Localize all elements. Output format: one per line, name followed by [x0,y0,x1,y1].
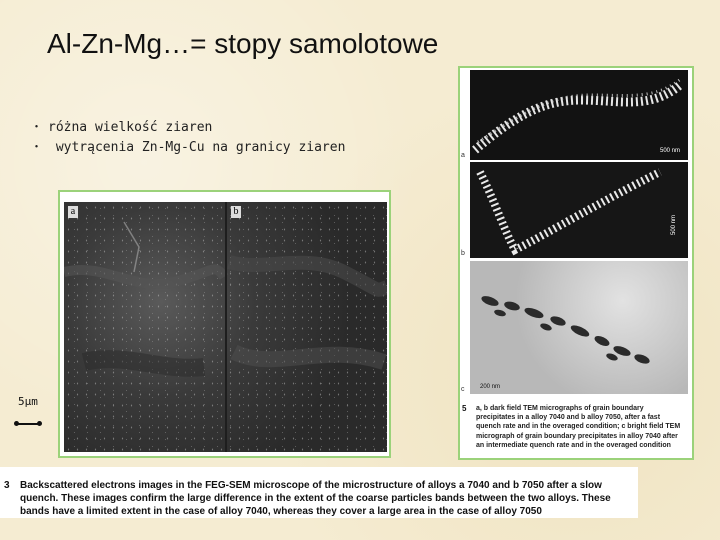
bullet-text: wytrącenia Zn-Mg-Cu na granicy ziaren [48,140,346,155]
tem-caption: a, b dark field TEM micrographs of grain boundary precipitates in a alloy 7040 and b alloy 7050, after a fast quench rate and in the overaged condition; c bright field TEM micrograph of grain boundary precipitates in alloy 7040 after an intermediate quench rate and in the overaged condition [476,405,681,449]
slide-title: Al-Zn-Mg…= stopy samolotowe [47,28,439,59]
sem-caption: Backscattered electrons images in the FEG-SEM microscope of the microstructure of alloys a 7040 and b 7050 after a slow quench. These images confirm the large difference in the extent of the coarse particles bands between the two alloys. These bands have a limited extent in the case of alloy 7040, whereas they cover a large area in the case of alloy 7050 [20,480,611,517]
bullet-symbol: ・ [30,140,44,155]
panel-label-b: b [231,206,241,218]
tem-caption-number: 5 [462,404,467,413]
tem-letter-c: c [461,386,465,393]
tem-scale-a: 500 nm [659,148,680,154]
bullet-text: różna wielkość ziaren [48,120,213,135]
sem-caption-box [0,467,638,518]
tem-panel-a [470,70,688,160]
sem-micrograph-figure [58,190,391,458]
tem-letter-b: b [461,250,465,257]
scale-bar [16,423,40,425]
bullet-list [30,118,345,158]
bullet-symbol: ・ [30,120,44,135]
panel-label-a: a [68,206,78,218]
tem-micrograph-figure [458,66,694,460]
bullet-item [30,118,345,138]
panel-divider [225,202,227,452]
scale-label: 5μm [18,395,38,408]
tem-scale-b: 500 nm [670,214,677,236]
sem-caption-number: 3 [4,480,10,491]
tem-letter-a: a [461,152,465,159]
bullet-item [30,138,345,158]
precipitate-band-b [470,162,688,258]
tem-scale-c: 200 nm [480,384,501,390]
tem-panel-b [470,162,688,258]
precipitate-band-a [470,70,688,160]
tem-panel-c [470,261,688,394]
sem-micrograph-image [64,202,387,452]
precipitate-band-c [470,261,688,394]
